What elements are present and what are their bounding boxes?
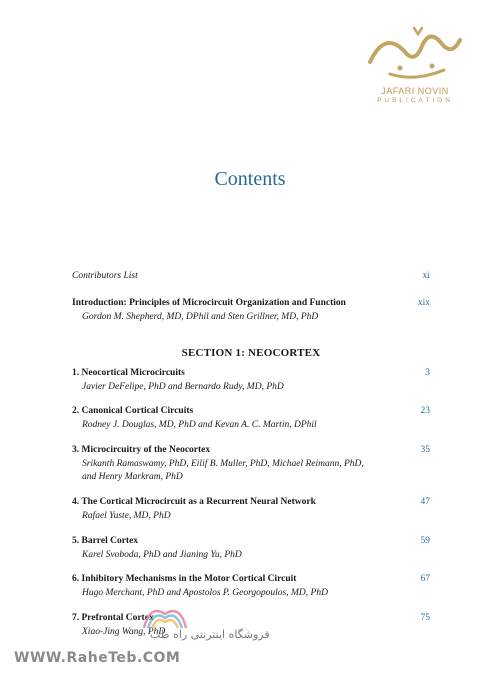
entry-authors: Rodney J. Douglas, MD, PhD and Kevan A. C. Martin, DPhil	[82, 419, 317, 430]
section-heading: SECTION 1: NEOCORTEX	[181, 347, 321, 359]
toc-entry-contributors[interactable]	[72, 270, 430, 284]
logo-subtitle: PUBLICATION	[377, 97, 453, 104]
watermark-text: فروشگاه اینترنتی راه طب	[150, 628, 270, 641]
entry-page: 3	[425, 368, 430, 378]
entry-title: Introduction: Principles of Microcircuit Organization and Function	[72, 298, 346, 308]
entry-title: 4. The Cortical Microcircuit as a Recurrent Neural Network	[72, 497, 316, 507]
entry-title: 6. Inhibitory Mechanisms in the Motor Cortical Circuit	[72, 574, 297, 584]
entry-authors: and Henry Markram, PhD	[82, 472, 183, 482]
entry-authors: Hugo Merchant, PhD and Apostolos P. Georgopoulos, MD, PhD	[82, 587, 328, 598]
entry-title: 2. Canonical Cortical Circuits	[72, 406, 194, 416]
toc-entry-chapter-3[interactable]	[72, 444, 430, 485]
toc-entry-chapter-4[interactable]	[72, 496, 430, 523]
entry-authors: Rafael Yuste, MD, PhD	[82, 510, 171, 521]
entry-authors: Xiao-Jing Wang, PhD	[82, 626, 166, 637]
toc-entry-chapter-5[interactable]	[72, 535, 430, 562]
toc-entry-chapter-1[interactable]	[72, 367, 430, 394]
logo-name: JAFARI NOVIN	[381, 86, 449, 96]
entry-authors: Karel Svoboda, PhD and Jianing Yu, PhD	[82, 549, 242, 560]
entry-title: 3. Microcircuitry of the Neocortex	[72, 445, 211, 455]
entry-page: 75	[420, 613, 430, 623]
entry-page: xi	[422, 271, 430, 281]
toc-entry-introduction[interactable]	[72, 297, 430, 324]
entry-authors: Srikanth Ramaswamy, PhD, Eilif B. Muller, PhD, Michael Reimann, PhD,	[82, 458, 364, 469]
entry-authors: Gordon M. Shepherd, MD, DPhil and Sten Grillner, MD, PhD	[82, 311, 319, 322]
entry-page: 47	[420, 497, 430, 507]
publisher-logo	[350, 22, 480, 104]
entry-page: 59	[420, 536, 430, 546]
toc-entry-chapter-6[interactable]	[72, 573, 430, 600]
entry-title: Contributors List	[72, 271, 138, 281]
entry-title: 1. Neocortical Microcircuits	[72, 368, 185, 378]
entry-title: 7. Prefrontal Cortex	[72, 613, 154, 623]
page-title: Contents	[214, 168, 286, 190]
entry-page: 23	[420, 406, 430, 416]
entry-title: 5. Barrel Cortex	[72, 536, 139, 546]
entry-authors: Javier DeFelipe, PhD and Bernardo Rudy, MD, PhD	[82, 381, 284, 392]
toc-entry-chapter-2[interactable]	[72, 405, 430, 432]
entry-page: 35	[420, 445, 430, 455]
watermark-url: WWW.RaheTeb.COM	[14, 650, 181, 666]
entry-page: xix	[417, 298, 430, 308]
entry-page: 67	[420, 574, 430, 584]
logo-mark-icon	[360, 22, 470, 84]
watermark-book-icon	[140, 598, 190, 632]
